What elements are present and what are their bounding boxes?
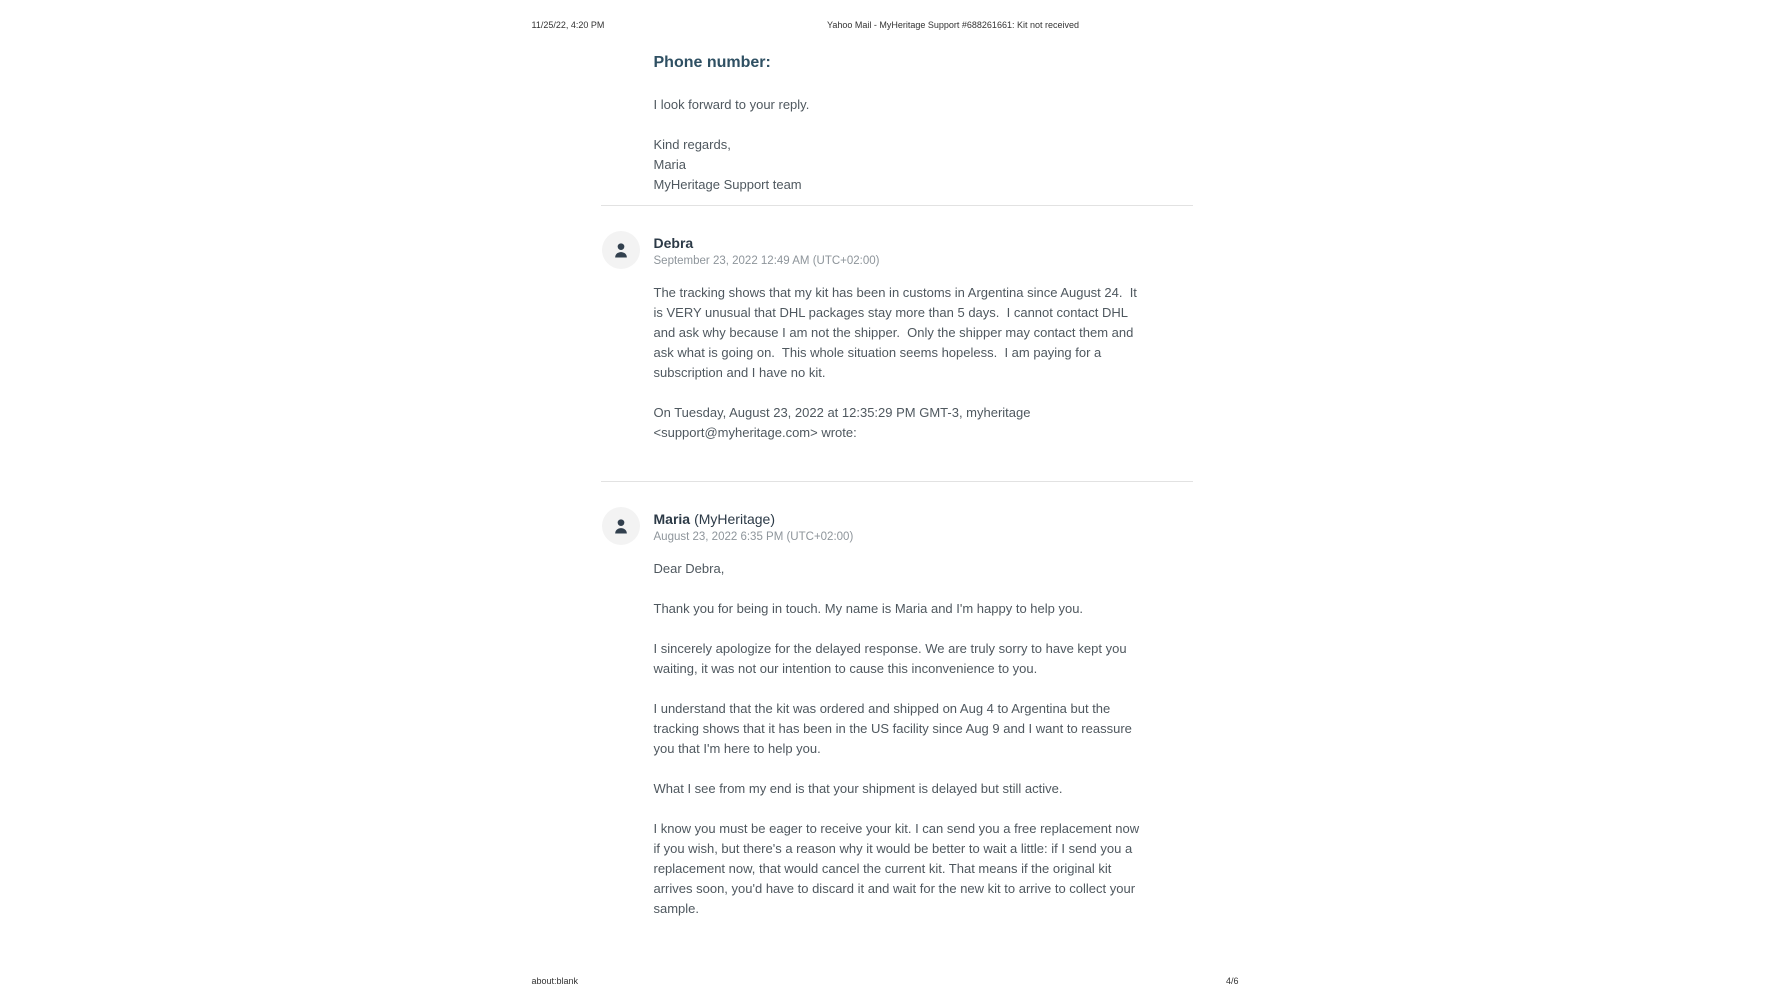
print-footer-page-number: 4/6 <box>1225 976 1239 986</box>
message-paragraph: On Tuesday, August 23, 2022 at 12:35:29 PM GMT-3, myheritage <support@myheritage.com> wrote: <box>653 405 1035 440</box>
message-header <box>602 231 1247 269</box>
message-paragraph: Thank you for being in touch. My name is Maria and I'm happy to help you. <box>653 601 1084 616</box>
message-maria <box>532 481 1247 919</box>
message-timestamp: September 23, 2022 12:49 AM (UTC+02:00) <box>653 255 880 267</box>
message-paragraph: I sincerely apologize for the delayed response. We are truly sorry to have kept you waiting, it was not our intention to cause this inconvenience to you. <box>653 641 1131 676</box>
author-org-text: (MyHeritage) <box>694 511 775 527</box>
closing-line: I look forward to your reply. <box>653 97 810 112</box>
message-paragraph: Dear Debra, <box>653 561 725 576</box>
message-debra <box>532 205 1247 443</box>
author-name-text: Maria <box>653 511 691 527</box>
message-body <box>654 559 1148 919</box>
print-header-datetime: 11/25/22, 4:20 PM <box>531 20 605 30</box>
print-footer <box>532 976 1247 986</box>
message-paragraph: The tracking shows that my kit has been in customs in Argentina since August 24. It is VERY unusual that DHL packages stay more than 5 days. I cannot contact DHL and ask why because I am not the shipper. Only the shipper may contact them and ask what is going on. This whole situation seems hopeless. I am paying for a subscription and I have no kit. <box>653 285 1141 380</box>
author-name <box>654 235 880 251</box>
message-head-text <box>654 507 854 544</box>
message-head-text <box>654 231 880 268</box>
message-timestamp: August 23, 2022 6:35 PM (UTC+02:00) <box>653 531 854 543</box>
print-footer-url: about:blank <box>531 976 579 986</box>
signature-line: MyHeritage Support team <box>653 177 802 192</box>
author-name <box>654 511 854 527</box>
phone-number-label: Phone number: <box>653 54 771 71</box>
message-divider <box>601 205 1193 206</box>
avatar <box>602 231 640 269</box>
prior-message-tail <box>654 52 1148 195</box>
message-paragraph: I understand that the kit was ordered and shipped on Aug 4 to Argentina but the tracking shows that it has been in the US facility since Aug 9 and I want to reassure you that I'm here to help you. <box>653 701 1136 756</box>
message-paragraph: I know you must be eager to receive your kit. I can send you a free replacement now if you wish, but there's a reason why it would be better to wait a little: if I send you a replacement now, that would cancel the current kit. That means if the original kit arrives soon, you'd have to discard it and wait for the new kit to arrive to collect your sample. <box>653 821 1143 916</box>
message-body <box>654 283 1148 443</box>
message-paragraph: What I see from my end is that your shipment is delayed but still active. <box>653 781 1063 796</box>
print-header <box>532 0 1247 34</box>
author-name-text: Debra <box>653 235 694 251</box>
signature-block <box>654 135 1148 195</box>
person-icon <box>611 240 631 260</box>
print-header-title: Yahoo Mail - MyHeritage Support #688261661: Kit not received <box>827 20 1079 30</box>
person-icon <box>611 516 631 536</box>
email-thread <box>532 52 1247 919</box>
print-preview-page <box>532 0 1247 1000</box>
signature-line: Kind regards, <box>653 137 731 152</box>
avatar <box>602 507 640 545</box>
message-header <box>602 507 1247 545</box>
signature-line: Maria <box>653 157 687 172</box>
message-divider <box>601 481 1193 482</box>
